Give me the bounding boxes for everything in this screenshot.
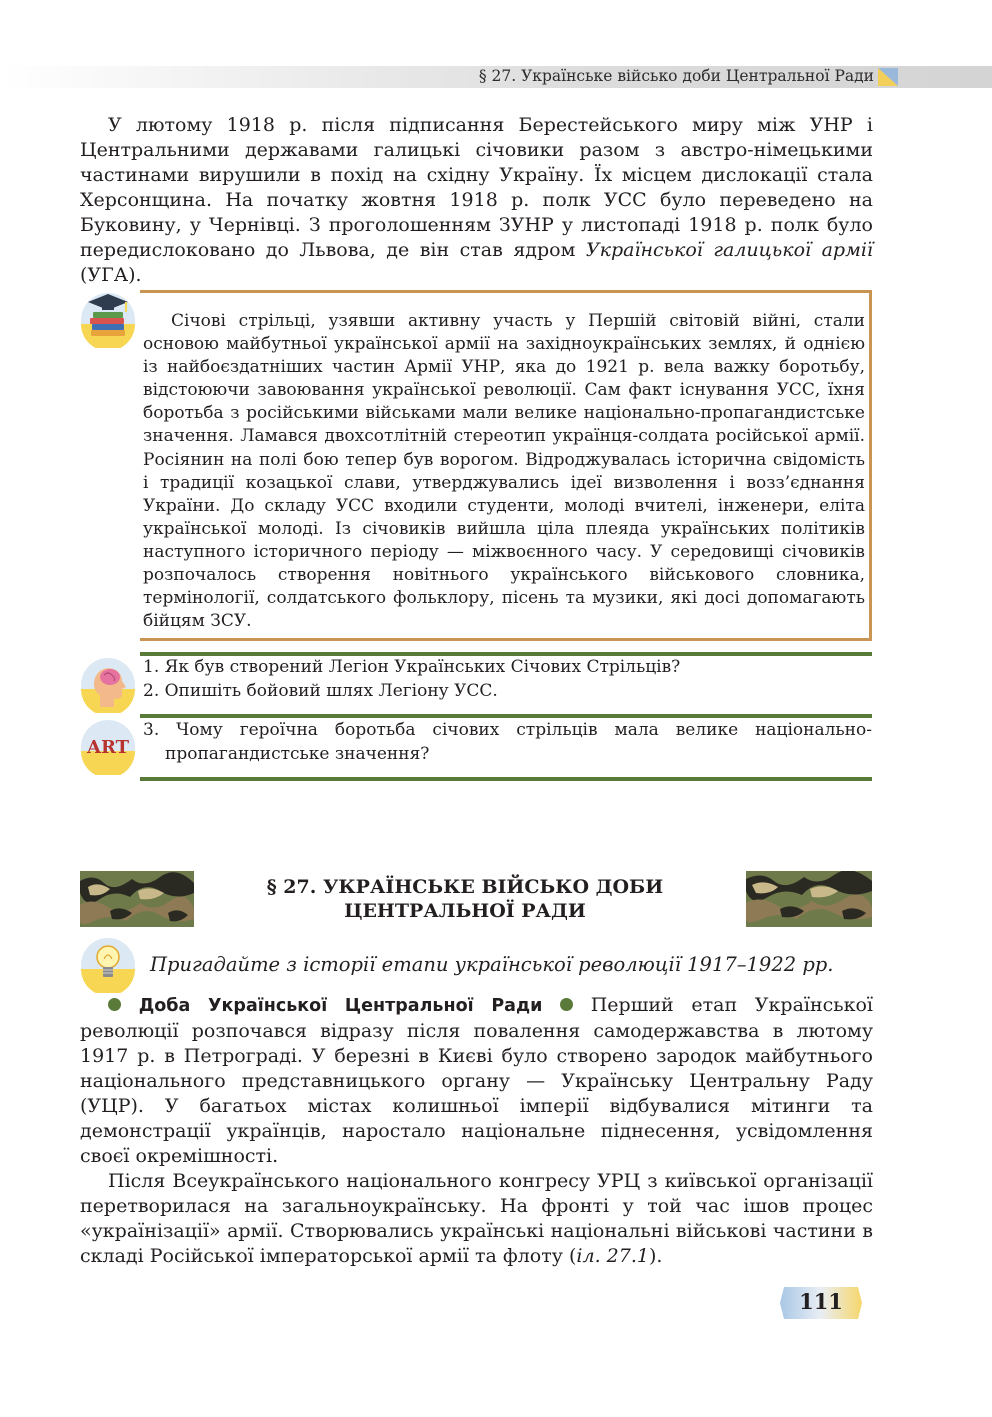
paragraph-2-end: ). [648,1245,663,1267]
intro-text: У лютому 1918 р. після підписання Берестейського миру між УНР і Центральними державами галицькі січовики разом з австро-німецькими частинами вирушили в похід на східну Україну. Їх місцем дислокації стала Херсонщина. На початку жовтня 1918 р. полк УСС було переведено на Буковину, у Чернівці. З проголошенням ЗУНР у листопаді 1918 р. полк було передислоковано до Львова, де він став ядром [80,114,873,261]
lightbulb-icon [80,935,136,993]
subheading-bullet-icon-end [560,998,573,1011]
paragraph-2: Після Всеукраїнського національного конгресу УРЦ з київської організації перетворилася на загальноукраїнську. На фронті у той час ішов процес «українізації» армії. Створювались українські національні військові частини в складі Російської імператорської армії та флоту ( [80,1170,873,1267]
intro-paragraph [80,113,873,288]
section-title-line-2: ЦЕНТРАЛЬНОЇ РАДИ [344,900,586,922]
art-icon [80,717,136,775]
art-icon-label: ART [86,737,130,758]
questions-group-1 [143,656,872,703]
infobox-text [143,310,865,633]
paragraph-1: Перший етап Української революції розпочався відразу після повалення самодержавства в лютому 1917 р. в Петрограді. У березні в Києві було створено зародок майбутнього національного представницького органу — Українську Центральну Раду (УЦР). У багатьох містах колишньої імперії відбувалися мітинги та демонстрації українців, наростало національне піднесення, усвідомлення своєї окремішності. [80,994,874,1167]
page-number-badge [780,1285,862,1321]
subheading-bullet-icon [108,998,121,1011]
camouflage-pattern-right [746,871,872,927]
section-body [80,993,873,1269]
questions-group-2 [143,719,872,766]
illustration-reference: іл. 27.1 [576,1245,649,1267]
section-title [200,875,730,923]
recall-prompt: Пригадайте з історії етапи української революції 1917–1922 рр. [150,953,834,976]
camouflage-pattern-left [80,871,194,927]
page-number: 111 [799,1289,843,1314]
header-corner-decoration [878,68,898,86]
infobox-paragraph: Січові стрільці, узявши активну участь у Першій світовій війні, стали основою майбутньої української армії на західноукраїнських землях, й однією із найбоєздатніших частин Армії УНР, яка до 1921 р. вела важку боротьбу, відстоюючи завоювання української революції. Сам факт існування УСС, їхня боротьба з російськими військами мали велике національно-пропагандистське значення. Ламався двохсотлітній стереотип українця-солдата російської армії. Росіянин на полі бою тепер був ворогом. Відроджувалась історична свідомість і традиції козацької слави, утверджувались ідеї визволення і возз’єднання України. До складу УСС входили студенти, молоді вчителі, інженери, еліта української молоді. Із січовиків вийшла ціла плеяда українських політиків наступного історичного періоду — міжвоєнного часу. У середовищі січовиків розпочалось створення новітнього українського військового словника, термінології, солдатського фольклору, пісень та музики, які досі допомагають бійцям ЗСУ. [143,311,865,632]
question-1: 1. Як був створений Легіон Українських Січових Стрільців? [143,657,681,677]
questions-bottom-rule [140,777,872,781]
questions-middle-rule [140,714,872,718]
intro-italic-term: Української галицької армії [585,239,873,261]
question-3: 3. Чому героїчна боротьба січових стрільців мала велике національно-пропагандистське значення? [143,720,872,764]
subheading: Доба Української Центральної Ради [138,996,543,1016]
books-graduation-cap-icon [80,290,136,348]
section-title-line-1: § 27. УКРАЇНСЬКЕ ВІЙСЬКО ДОБИ [266,876,664,898]
question-2: 2. Опишіть бойовий шлях Легіону УСС. [143,680,498,701]
intro-text-end: (УГА). [80,264,142,286]
running-header-title: § 27. Українське військо доби Центральної Ради [478,67,874,85]
brain-head-icon [80,655,136,713]
